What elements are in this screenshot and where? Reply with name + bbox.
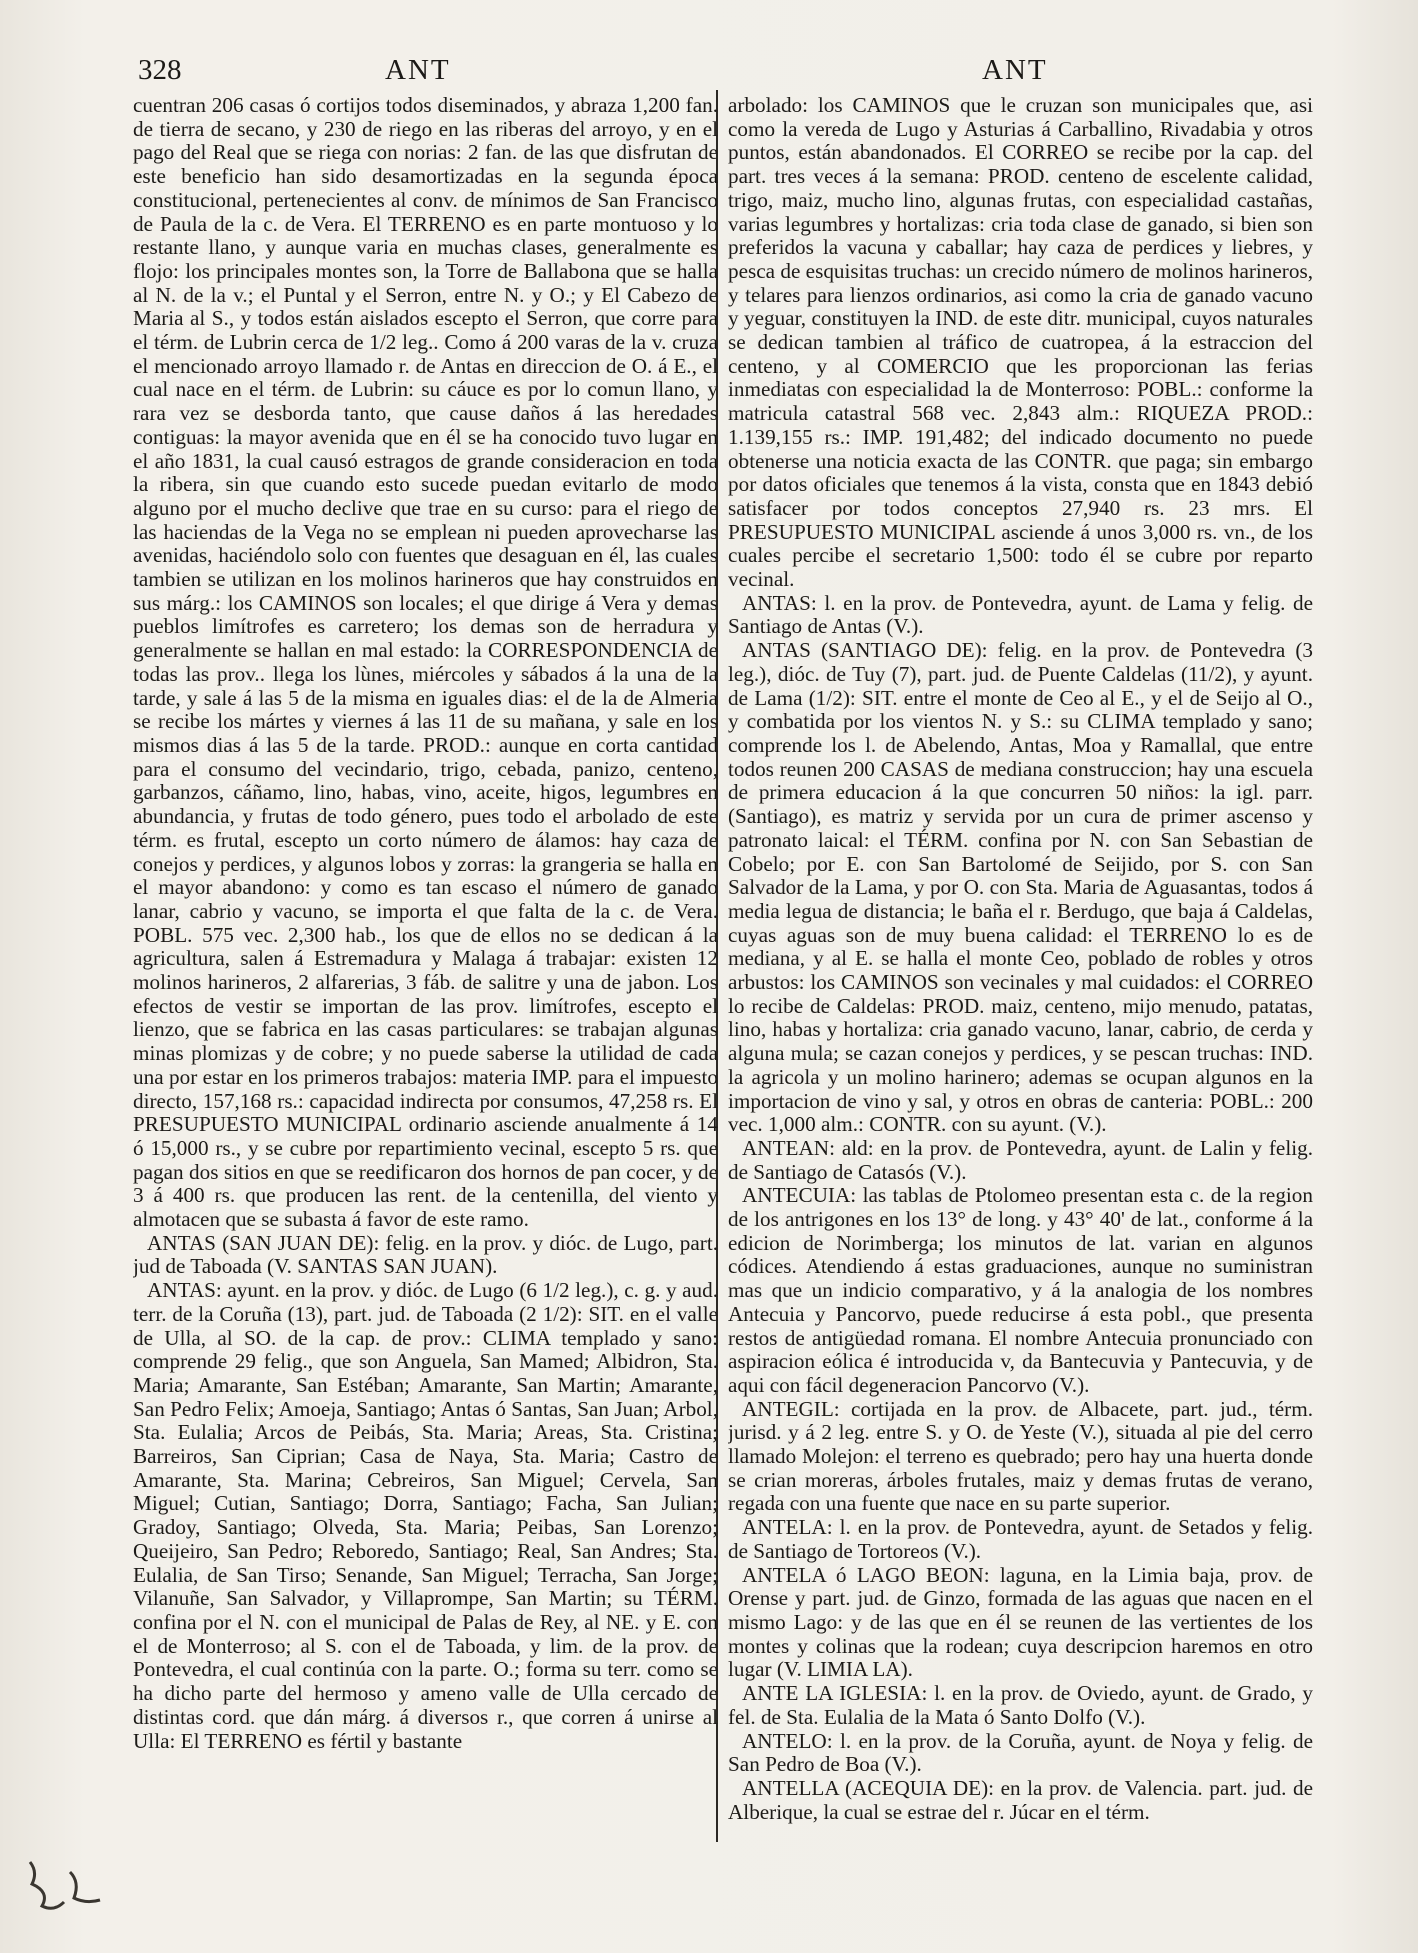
entry-antelo: ANTELO: l. en la prov. de la Coruña, ayunt. de Noya y felig. de San Pedro de Boa (V.). [728, 1728, 1313, 1777]
entry-antegil: ANTEGIL: cortijada en la prov. de Albacete, part. jud., térm. jurisd. y á 2 leg. entre S. y O. de Yeste (V.), situada al pie del cerro llamado Molejon: el terreno es quebrado; pero hay una huerta donde se crian moreras, árboles frutales, maiz y demas frutas de verano, regada con una fuente que nace en su parte superior. [728, 1396, 1313, 1516]
entry-antas-santiago: ANTAS (SANTIAGO DE): felig. en la prov. de Pontevedra (3 leg.), dióc. de Tuy (7), part. jud. de Puente Caldelas (11/2), y ayunt. de Lama (1/2): SIT. entre el monte de Ceo al E., y el de Seijo al O., y combatida por los vientos N. y S.: su CLIMA templado y sano; comprende los l. de Abelendo, Antas, Moa y Ramallal, que entre todos reunen 200 CASAS de mediana construccion; hay una escuela de primera educacion á la que concurren 50 niños: la igl. parr. (Santiago), es matriz y servida por un cura de primer ascenso y patronato laical: el TÉRM. confina por N. con San Sebastian de Cobelo; por E. con San Bartolomé de Seijido, por S. con San Salvador de la Lama, y por O. con Sta. Maria de Aguasantas, todos á media legua de distancia; le baña el r. Berdugo, que baja á Caldelas, cuyas aguas son de muy buena calidad: el TERRENO lo es de mediana, y al E. se halla el monte Ceo, poblado de robles y otros arbustos: los CAMINOS son vecinales y mal cuidados: el CORREO lo recibe de Caldelas: PROD. maiz, centeno, mijo menudo, patatas, lino, habas y hortaliza: cria ganado vacuno, lanar, cabrio, de cerda y alguna mula; se cazan conejos y perdices, y se pescan truchas: IND. la agricola y un molino harinero; ademas se ocupan algunos en la importacion de vino y sal, y otros en obras de canteria: POBL.: 200 vec. 1,000 alm.: CONTR. con su ayunt. (V.). [728, 638, 1313, 1137]
entry-ante-la-iglesia: ANTE LA IGLESIA: l. en la prov. de Oviedo, ayunt. de Grado, y fel. de Sta. Eulalia de la Mata ó Santo Dolfo (V.). [728, 1681, 1313, 1729]
page-header [0, 52, 1418, 96]
entry-antela-lago-beon: ANTELA ó LAGO BEON: laguna, en la Limia baja, prov. de Orense y part. jud. de Ginzo, formada de las aguas que nacen en el mismo Lago: y de las que en él se reunen de las vertientes de los montes y colinas que la rodean; cuya descripcion haremos en otro lugar (V. LIMIA LA). [728, 1562, 1313, 1682]
entry-antecuia: ANTECUIA: las tablas de Ptolomeo presentan esta c. de la region de los antrigones en los 13° de long. y 43° 40' de lat., conforme á la edicion de Norimberga; los minutos de lat. varian en algunos códices. Atendiendo á estas graduaciones, aunque no suministran mas que un indicio comparativo, y á la analogia de los nombres Antecuia y Pancorvo, puede reducirse á esta pobl., que presenta restos de antigüedad romana. El nombre Antecuia pronunciado con aspiracion eólica é introducida v, da Bantecuvia y Pantecuvia, y de aqui con fácil degeneracion Pancorvo (V.). [728, 1183, 1313, 1397]
entry-continuation: cuentran 206 casas ó cortijos todos diseminados, y abraza 1,200 fan. de tierra de secano, y 230 de riego en las riberas del arroyo, y en el pago del Real que se riega con norias: 2 fan. de las que disfrutan de este beneficio han sido desamortizadas en la segunda época constitucional, pertenecientes al conv. de mínimos de San Francisco de Paula de la c. de Vera. El TERRENO es en parte montuoso y lo restante llano, y aunque varia en muchas clases, generalmente es flojo: los principales montes son, la Torre de Ballabona que se halla al N. de la v.; el Puntal y el Serron, entre N. y O.; y El Cabezo de Maria al S., y todos están aislados escepto el Serron, que corre para el térm. de Lubrin cerca de 1/2 leg.. Como á 200 varas de la v. cruza el mencionado arroyo llamado r. de Antas en direccion de O. á E., el cual nace en el térm. de Lubrin: su cáuce es por lo comun llano, y rara vez se desborda tanto, que cause daños á las heredades contiguas: la mayor avenida que en él se ha conocido tuvo lugar en el año 1831, la cual causó estragos de grande consideracion en toda la ribera, sin que cuando esto sucede puedan evitarlo de modo alguno por el mucho declive que trae en su curso: para el riego de las haciendas de la Vega no se emplean ni pueden aprovecharse las avenidas, haciéndolo solo con fuentes que desaguan en él, las cuales tambien se utilizan en los molinos harineros que hay construidos en sus márg.: los CAMINOS son locales; el que dirige á Vera y demas pueblos limítrofes es carretero; los demas son de herradura y generalmente se hallan en mal estado: la CORRESPONDENCIA de todas las prov.. llega los lùnes, miércoles y sábados á la una de la tarde, y sale á las 5 de la misma en iguales dias: el de la de Almeria se recibe los mártes y viernes á las 11 de su mañana, y sale en los mismos dias á las 5 de la tarde. PROD.: aunque en corta cantidad para el consumo del vecindario, trigo, cebada, panizo, centeno, garbanzos, cáñamo, lino, habas, vino, aceite, higos, legumbres en abundancia, y frutas de todo género, pues todo el arbolado de este térm. es frutal, escepto un corto número de álamos: hay caza de conejos y perdices, y algunos lobos y zorras: la grangeria se halla en el mayor abandono: y como es tan escaso el número de ganado lanar, cabrio y vacuno, se importa el que falta de la c. de Vera. POBL. 575 vec. 2,300 hab., los que de ellos no se dedican á la agricultura, salen á Estremadura y Malaga á trabajar: existen 12 molinos harineros, 2 alfarerias, 3 fáb. de salitre y una de jabon. Los efectos de vestir se importan de las prov. limítrofes, escepto el lienzo, que se fabrica en las casas particulares: se trabajan algunas minas plomizas y de cobre; y no puede saberse la utilidad de cada una por estar en los primeros trabajos: materia IMP. para el impuesto directo, 157,168 rs.: capacidad indirecta por consumos, 47,258 rs. El PRESUPUESTO MUNICIPAL ordinario asciende anualmente á 14 ó 15,000 rs., y se cubre por repartimiento vecinal, escepto 5 rs. que pagan dos sitios en que se reedificaron dos hornos de pan cocer, y de 3 á 400 rs. que producen las rent. de la centenilla, del viento y almotacen que se subasta á favor de este ramo. [133, 94, 718, 1232]
right-column [728, 94, 1313, 1842]
entry-antas-san-juan: ANTAS (SAN JUAN DE): felig. en la prov. y dióc. de Lugo, part. jud de Taboada (V. SANTAS SAN JUAN). [133, 1230, 718, 1279]
entry-antas-pontevedra: ANTAS: l. en la prov. de Pontevedra, ayunt. de Lama y felig. de Santiago de Antas (V.). [728, 590, 1313, 639]
left-column [133, 94, 718, 1842]
running-head-right: ANT [982, 54, 1048, 86]
ink-smudge-mark [20, 1842, 120, 1932]
entry-antella: ANTELLA (ACEQUIA DE): en la prov. de Valencia. part. jud. de Alberique, la cual se estrae del r. Júcar en el térm. [728, 1775, 1313, 1824]
entry-antean: ANTEAN: ald: en la prov. de Pontevedra, ayunt. de Lalin y felig. de Santiago de Catasós (V.). [728, 1135, 1313, 1184]
entry-continuation-right: arbolado: los CAMINOS que le cruzan son municipales que, asi como la vereda de Lugo y Asturias á Carballino, Rivadabia y otros puntos, están abandonados. El CORREO se recibe por la cap. del part. tres veces á la semana: PROD. centeno de escelente calidad, trigo, maiz, mucho lino, algunas frutas, con especialidad castañas, varias legumbres y hortalizas: cria toda clase de ganado, si bien son preferidos la vacuna y caballar; hay caza de perdices y liebres, y pesca de esquisitas truchas: un crecido número de molinos harineros, y telares para lienzos ordinarios, asi como la cria de ganado vacuno y yeguar, constituyen la IND. de este ditr. municipal, cuyos naturales se dedican tambien al tráfico de cuatropea, á la estraccion del centeno, y al COMERCIO que les proporcionan las ferias inmediatas con especialidad la de Monterroso: POBL.: conforme la matricula catastral 568 vec. 2,843 alm.: RIQUEZA PROD.: 1.139,155 rs.: IMP. 191,482; del indicado documento no puede obtenerse una noticia exacta de las CONTR. que paga; sin embargo por datos oficiales que tenemos á la vista, consta que en 1843 debió satisfacer por todos conceptos 27,940 rs. 23 mrs. El PRESUPUESTO MUNICIPAL asciende á unos 3,000 rs. vn., de los cuales percibe el secretario 1,500: todo él se cubre por reparto vecinal. [728, 94, 1313, 592]
entry-antas-lugo: ANTAS: ayunt. en la prov. y dióc. de Lugo (6 1/2 leg.), c. g. y aud. terr. de la Coruña (13), part. jud. de Taboada (2 1/2): SIT. en el valle de Ulla, al SO. de la cap. de prov.: CLIMA templado y sano: comprende 29 felig., que son Anguela, San Mamed; Albidron, Sta. Maria; Amarante, San Estéban; Amarante, San Martin; Amarante, San Pedro Felix; Amoeja, Santiago; Antas ó Santas, San Juan; Arbol, Sta. Eulalia; Arcos de Peibás, Sta. Maria; Areas, Sta. Cristina; Barreiros, San Ciprian; Casa de Naya, Sta. Maria; Castro de Amarante, Sta. Marina; Cebreiros, San Miguel; Cervela, San Miguel; Cutian, Santiago; Dorra, Santiago; Facha, San Julian; Gradoy, Santiago; Olveda, Sta. Maria; Peibas, San Lorenzo; Queijeiro, San Pedro; Reboredo, Santiago; Real, San Andres; Sta. Eulalia, de San Tirso; Senande, San Miguel; Terracha, San Jorge; Vilanuñe, San Salvador, y Villaprompe, San Martin; su TÉRM. confina por el N. con el municipal de Palas de Rey, al NE. y E. con el de Monterroso; al S. con el de Taboada, y lim. de la prov. de Pontevedra, el cual continúa con la parte. O.; forma su terr. como se ha dicho parte del hermoso y ameno valle de Ulla cercado de distintas cord. que dán márg. á diversos r., que corren á unirse al Ulla: El TERRENO es fértil y bastante [133, 1278, 718, 1753]
entry-antela: ANTELA: l. en la prov. de Pontevedra, ayunt. de Setados y felig. de Santiago de Tortoreos (V.). [728, 1515, 1313, 1563]
running-head-left: ANT [385, 54, 451, 86]
page-number: 328 [138, 54, 182, 86]
